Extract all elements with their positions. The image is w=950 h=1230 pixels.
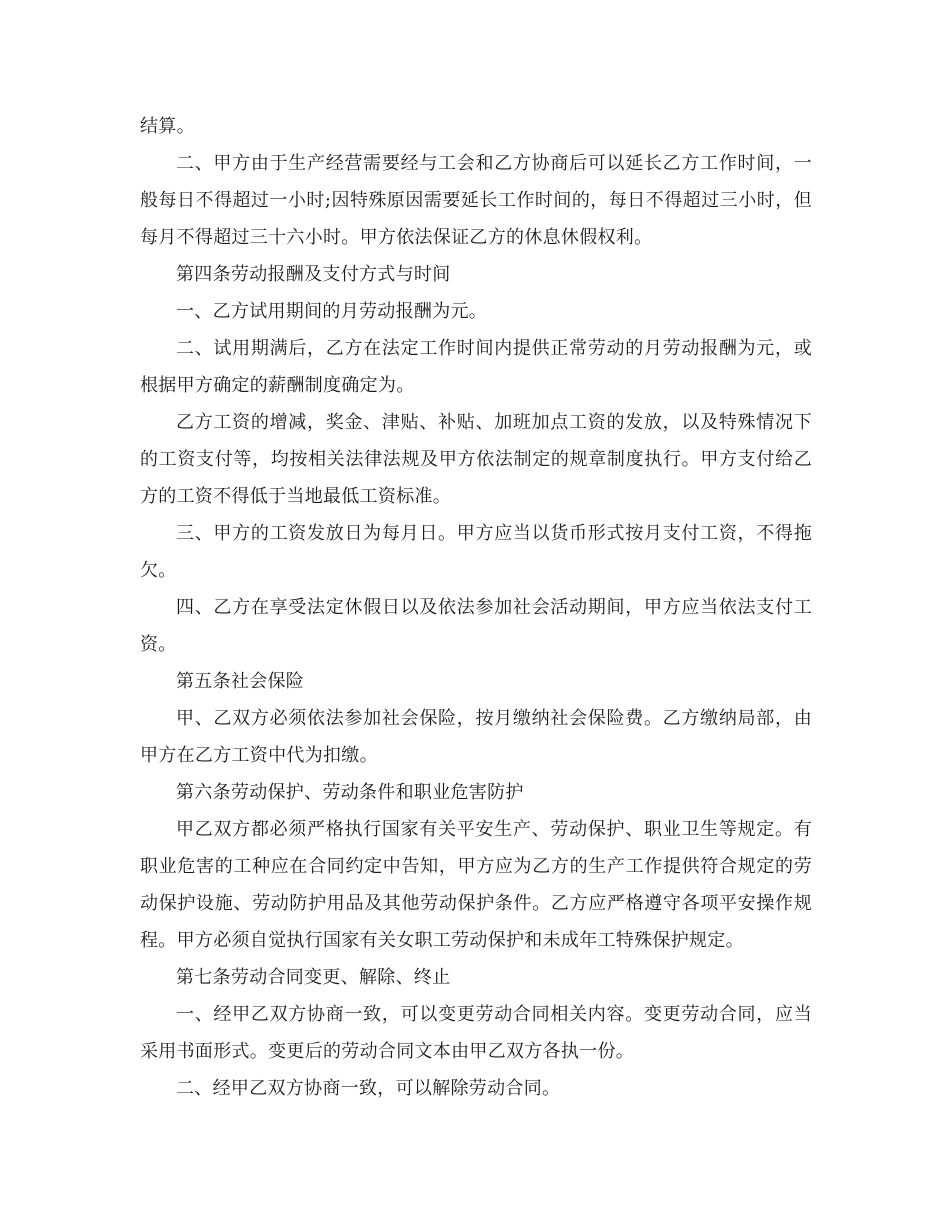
paragraph-labor-protection: 甲乙双方都必须严格执行国家有关平安生产、劳动保护、职业卫生等规定。有职业危害的工种应在合同约定中告知，甲方应为乙方的生产工作提供符合规定的劳动保护设施、劳动防护用品及其他劳动保护条件。乙方应严格遵守各项平安操作规程。甲方必须自觉执行国家有关女职工劳动保护和未成年工特殊保护规定。 bbox=[140, 819, 812, 951]
paragraph-holiday-pay: 四、乙方在享受法定休假日以及依法参加社会活动期间，甲方应当依法支付工资。 bbox=[140, 597, 812, 655]
paragraph-social-insurance: 甲、乙双方必须依法参加社会保险，按月缴纳社会保险费。乙方缴纳局部，由甲方在乙方工资中代为扣缴。 bbox=[140, 708, 812, 766]
paragraph-continuation: 结算。 bbox=[140, 116, 195, 137]
paragraph-contract-change: 一、经甲乙双方协商一致，可以变更劳动合同相关内容。变更劳动合同，应当采用书面形式。变更后的劳动合同文本由甲乙双方各执一份。 bbox=[140, 1004, 812, 1062]
article-6-heading: 第六条劳动保护、劳动条件和职业危害防护 bbox=[176, 782, 524, 803]
article-7-heading: 第七条劳动合同变更、解除、终止 bbox=[176, 967, 451, 988]
article-5-heading: 第五条社会保险 bbox=[176, 671, 305, 692]
paragraph-overtime-limit: 二、甲方由于生产经营需要经与工会和乙方协商后可以延长乙方工作时间，一般每日不得超过一小时;因特殊原因需要延长工作时间的，每日不得超过三小时，但每月不得超过三十六小时。甲方依法保证乙方的休息休假权利。 bbox=[140, 153, 812, 248]
paragraph-wage-adjustments: 乙方工资的增减，奖金、津贴、补贴、加班加点工资的发放，以及特殊情况下的工资支付等，均按相关法律法规及甲方依法制定的规章制度执行。甲方支付给乙方的工资不得低于当地最低工资标准。 bbox=[140, 412, 812, 507]
paragraph-contract-termination: 二、经甲乙双方协商一致，可以解除劳动合同。 bbox=[176, 1078, 561, 1099]
paragraph-regular-pay: 二、试用期满后，乙方在法定工作时间内提供正常劳动的月劳动报酬为元，或根据甲方确定的薪酬制度确定为。 bbox=[140, 338, 812, 396]
document-body bbox=[140, 108, 812, 1107]
paragraph-probation-pay: 一、乙方试用期间的月劳动报酬为元。 bbox=[176, 301, 488, 322]
article-4-heading: 第四条劳动报酬及支付方式与时间 bbox=[176, 264, 451, 285]
paragraph-payday: 三、甲方的工资发放日为每月日。甲方应当以货币形式按月支付工资，不得拖欠。 bbox=[140, 523, 812, 581]
